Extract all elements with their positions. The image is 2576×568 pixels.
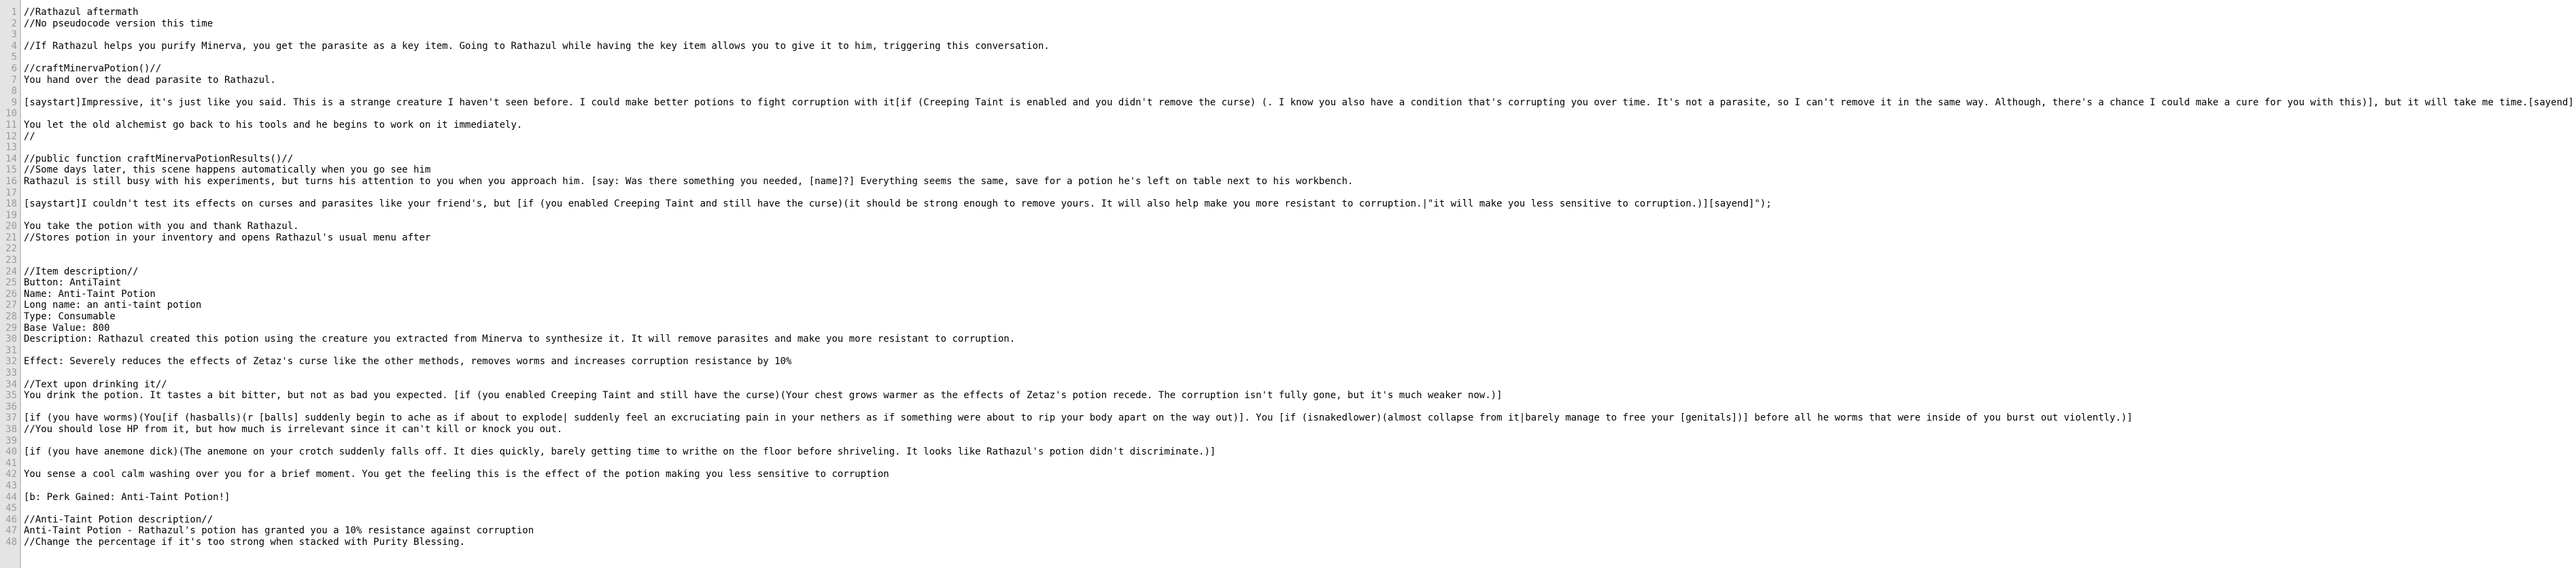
line-number: 12 [5,130,17,142]
code-line[interactable]: Effect: Severely reduces the effects of Zetaz's curse like the other methods, removes worms and increases corruption resistance by 10% [24,356,792,368]
line-number: 23 [5,255,17,266]
line-number: 32 [5,356,17,368]
line-number: 44 [5,491,17,503]
code-line[interactable] [24,188,2576,199]
code-line[interactable] [24,345,2576,357]
line-number: 18 [5,198,17,210]
code-line[interactable]: //Stores potion in your inventory and opens Rathazul's usual menu after [24,232,431,243]
code-line[interactable]: Type: Consumable [24,311,116,323]
code-line[interactable]: Rathazul is still busy with his experiments, but turns his attention to you when you approach him. [say: Was there something you needed, [name]?] Everything seems the same, save for a potion he's left on table next to his workbench. [24,175,1354,187]
line-number: 33 [5,368,17,378]
line-number: 37 [5,412,17,424]
line-number: 3 [11,29,17,41]
code-line[interactable] [24,255,2576,266]
code-line[interactable]: Long name: an anti-taint potion [24,300,202,311]
code-line[interactable]: [b: Perk Gained: Anti-Taint Potion!] [24,491,230,503]
line-number: 26 [5,288,17,300]
line-number: 30 [5,334,17,345]
code-line[interactable]: //Text upon drinking it// [24,378,167,390]
line-number: 20 [5,221,17,232]
code-line[interactable]: //Rathazul aftermath [24,7,139,18]
line-number: 36 [5,401,17,412]
code-line[interactable] [24,210,2576,221]
code-line[interactable] [24,52,2576,63]
code-line[interactable]: //Some days later, this scene happens automatically when you go see him [24,164,431,176]
line-number: 2 [11,18,17,29]
code-line[interactable]: //Change the percentage if it's too strong when stacked with Purity Blessing. [24,536,466,548]
line-number: 10 [5,108,17,120]
line-number: 24 [5,266,17,277]
line-number: 41 [5,457,17,469]
code-line[interactable]: Anti-Taint Potion - Rathazul's potion has granted you a 10% resistance against corruption [24,525,534,537]
line-number: 6 [11,63,17,74]
line-number: 46 [5,514,17,525]
code-line[interactable]: //No pseudocode version this time [24,18,213,29]
line-number: 45 [5,503,17,514]
line-number: 4 [11,40,17,52]
line-number: 15 [5,164,17,176]
code-line[interactable]: //Item description// [24,266,139,277]
line-number: 28 [5,311,17,323]
code-line[interactable]: You let the old alchemist go back to his tools and he begins to work on it immediately. [24,119,523,130]
line-number: 1 [11,7,17,18]
code-line[interactable]: You sense a cool calm washing over you for a brief moment. You get the feeling this is the effect of the potion making you less sensitive to corruption [24,469,889,480]
code-line[interactable] [24,243,2576,255]
line-number: 34 [5,378,17,390]
line-number: 19 [5,209,17,221]
line-number: 16 [5,175,17,187]
code-line[interactable] [24,436,2576,447]
code-line[interactable]: //craftMinervaPotion()// [24,63,162,74]
line-number: 27 [5,300,17,311]
code-line[interactable] [24,368,2576,379]
line-number: 11 [5,119,17,130]
line-number: 21 [5,232,17,243]
line-number: 17 [5,187,17,198]
code-line[interactable]: Button: AntiTaint [24,277,122,289]
line-number: 47 [5,525,17,537]
line-number: 35 [5,390,17,402]
code-line[interactable]: You take the potion with you and thank Rathazul. [24,221,299,232]
code-area[interactable] [21,0,2576,568]
code-line[interactable] [24,29,2576,41]
line-number: 38 [5,423,17,435]
line-number: 7 [11,74,17,86]
code-line[interactable]: [saystart]I couldn't test its effects on curses and parasites like your friend's, but [if (you enabled Creeping Taint and still have the curse)(it should be strong enough to remove yours. It will also help make you more resistant to corruption.|"it will make you less sensitive to corruption.)][sayend]"); [24,198,1772,210]
line-number: 9 [11,96,17,108]
code-line[interactable]: [if (you have worms)(You[if (hasballs)(r [balls] suddenly begin to ache as if about to explode| suddenly feel an excruciating pain in your nethers as if something were about to rip your body apart on the way out)]. You [if (isnakedlower)(almost collapse from it|barely manage to free your [genitals])] before all he worms that were inside of you burst out violently.)] [24,412,2133,424]
code-line[interactable]: [if (you have anemone dick)(The anemone on your crotch suddenly falls off. It dies quickly, barely getting time to writhe on the floor before shriveling. It looks like Rathazul's potion didn't discriminate.)] [24,446,1216,458]
code-line[interactable]: You drink the potion. It tastes a bit bitter, but not as bad you expected. [if (you enabled Creeping Taint and still have the curse)(Your chest grows warmer as the effects of Zetaz's potion recede. The corruption isn't fully gone, but it's much weaker now.)] [24,390,1502,402]
line-number: 48 [5,536,17,548]
code-line[interactable]: //Anti-Taint Potion description// [24,514,213,525]
line-number: 40 [5,446,17,458]
code-line[interactable]: // [24,130,35,142]
code-line[interactable]: You hand over the dead parasite to Rathazul. [24,74,276,86]
line-number: 13 [5,142,17,154]
code-line[interactable] [24,402,2576,413]
line-number: 29 [5,322,17,334]
code-line[interactable]: //public function craftMinervaPotionResults()// [24,153,294,164]
code-line[interactable] [24,142,2576,154]
code-line[interactable]: //If Rathazul helps you purify Minerva, you get the parasite as a key item. Going to Rathazul while having the key item allows you to give it to him, triggering this conversation. [24,40,1050,52]
line-number: 25 [5,277,17,289]
code-line[interactable] [24,86,2576,97]
line-number: 42 [5,469,17,480]
line-number: 5 [11,52,17,63]
line-number: 31 [5,344,17,356]
code-line[interactable] [24,480,2576,492]
code-line[interactable]: //You should lose HP from it, but how much is irrelevant since it can't kill or knock you out. [24,423,563,435]
code-line[interactable]: Name: Anti-Taint Potion [24,288,156,300]
line-number-gutter [0,0,21,568]
line-number: 39 [5,435,17,446]
code-line[interactable] [24,503,2576,514]
line-number: 22 [5,243,17,255]
line-number: 14 [5,153,17,164]
line-number: 43 [5,480,17,491]
line-number: 8 [11,86,17,97]
code-line[interactable]: Description: Rathazul created this potion using the creature you extracted from Minerva to synthesize it. It will remove parasites and make you more resistant to corruption. [24,334,1016,345]
code-line[interactable] [24,458,2576,469]
code-line[interactable] [24,108,2576,120]
code-line[interactable]: [saystart]Impressive, it's just like you said. This is a strange creature I haven't seen before. I could make better potions to fight corruption with it[if (Creeping Taint is enabled and you didn't remove the curse) (. I know you also have a condition that's corrupting you over time. It's not a parasite, so I can't remove it in the same way. Although, there's a chance I could make a cure for you with this)], but it will take me time.[sayend] [24,96,2574,108]
code-line[interactable]: Base Value: 800 [24,322,110,334]
